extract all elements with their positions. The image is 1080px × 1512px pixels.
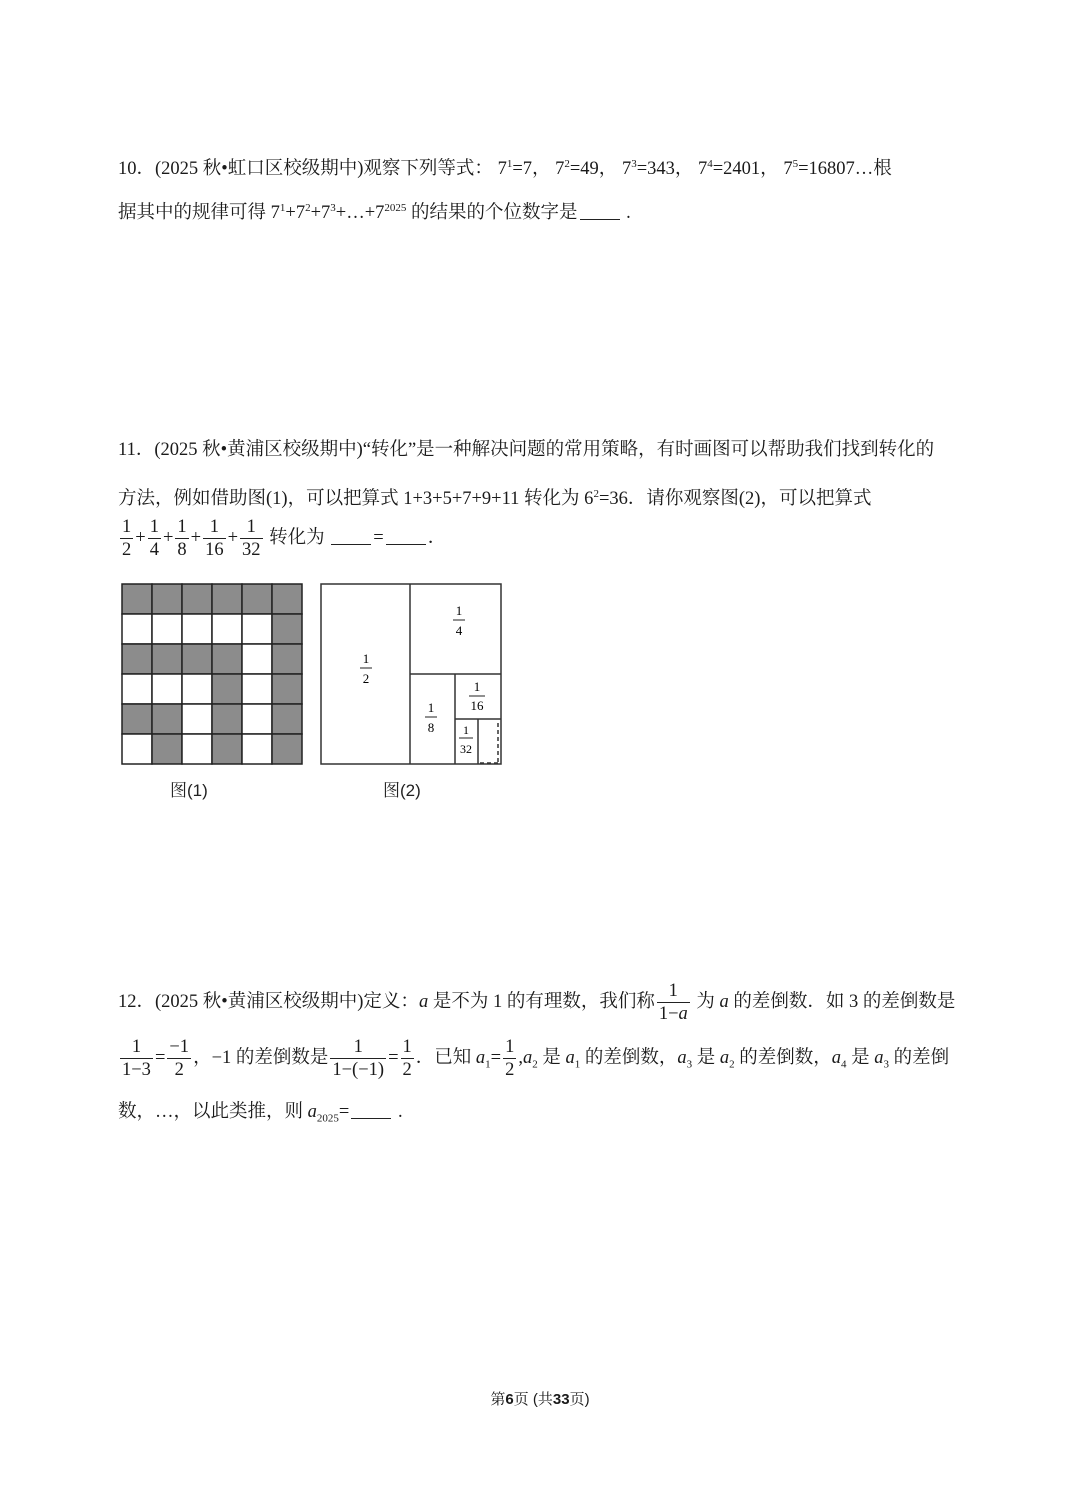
- grid-cell: [242, 704, 272, 734]
- q12-frac-3: $\frac{1}{1-(-1)}$: [332, 1037, 385, 1080]
- svg-text:16: 16: [470, 698, 484, 713]
- figure-2-halves: [320, 583, 504, 767]
- fig2-label-thirtysecond: [459, 723, 473, 756]
- grid-cell: [272, 644, 302, 674]
- svg-text:1: 1: [455, 603, 463, 618]
- fig2-label-sixteenth: [469, 679, 485, 713]
- svg-text:4: 4: [455, 623, 463, 638]
- fig2-label-eighth: [425, 700, 437, 735]
- grid-cell: [182, 584, 212, 614]
- q12-frac-5: $\frac{1}{2}$: [505, 1037, 515, 1080]
- grid-cell: [152, 614, 182, 644]
- svg-text:1: 1: [473, 679, 481, 694]
- svg-text:32: 32: [460, 742, 472, 756]
- grid-cell: [212, 674, 242, 704]
- q11-line3: $\frac{1}{2}$ + $\frac{1}{4}$ + $\frac{1}{8}$ + $\frac{1}{16}$ + $\frac{1}{32}$ 转化为 = ．: [122, 517, 447, 560]
- grid-cell: [242, 644, 272, 674]
- q10-eq1: $7^1=7$，: [497, 158, 551, 180]
- q11-answer-blank-2[interactable]: [386, 526, 426, 545]
- svg-text:8: 8: [427, 720, 435, 735]
- grid-cell: [242, 584, 272, 614]
- grid-cell: [152, 674, 182, 704]
- grid-cell: [242, 734, 272, 764]
- grid-cell: [122, 644, 152, 674]
- grid-cell: [182, 674, 212, 704]
- q10-eq2: $7^2=49$，: [555, 158, 618, 180]
- page-footer: 第6页 (共33页): [490, 1391, 590, 1408]
- svg-text:1: 1: [362, 651, 370, 666]
- grid-cell: [272, 584, 302, 614]
- grid-cell: [272, 704, 302, 734]
- total-pages: 33: [552, 1391, 570, 1408]
- q12-frac-def: $\frac{1}{1-a}$: [658, 981, 688, 1024]
- q10-line1: [118, 150, 892, 183]
- grid-cell: [212, 644, 242, 674]
- q10-prefix: 10．(2025 秋•虹口区校级期中)观察下列等式：: [118, 159, 493, 180]
- q12-frac-4: $\frac{1}{2}$: [402, 1037, 412, 1080]
- grid-cell: [272, 674, 302, 704]
- grid-cell: [122, 704, 152, 734]
- q11-answer-blank-1[interactable]: [331, 526, 371, 545]
- grid-cell: [182, 734, 212, 764]
- svg-text:1: 1: [463, 723, 469, 737]
- figure-2-caption: 图(2): [383, 781, 421, 800]
- figure-1-caption: 图(1): [170, 781, 208, 800]
- q10-eq3: $7^3=343$，: [621, 158, 694, 180]
- q12-line2: $\frac{1}{1-3}$ = $\frac{-1}{2}$ ，−1 的差倒数是 $\frac{1}{1-(-1)}$ = $\frac{1}{2}$ ．已知 $a_1=$ $\frac{1}{2}$ $,a_2$ 是 $a_1$ 的差倒数，$a_3$ 是 $a_2$ 的差倒数，$a_4$ 是 $a_3$ 的差倒: [122, 1037, 950, 1080]
- grid-cell: [242, 674, 272, 704]
- grid-cell: [122, 584, 152, 614]
- grid-cell: [212, 704, 242, 734]
- grid-cell: [122, 674, 152, 704]
- q10-line2: 据其中的规律可得 $7^1+7^2+7^3+\dots+7^{2025}$ 的结果的个位数字是 .: [118, 202, 631, 224]
- grid-cell: [212, 584, 242, 614]
- grid-cell: [122, 734, 152, 764]
- q11-line2: 方法，例如借助图(1)，可以把算式 1+3+5+7+9+11 转化为 $6^2=36$．请你观察图(2)，可以把算式: [118, 488, 872, 510]
- q11-frac-thirtysecond: $\frac{1}{32}$: [242, 517, 261, 560]
- q12-answer-blank[interactable]: [351, 1100, 391, 1119]
- q10-eq5: $7^5=16807\dots$根: [783, 158, 892, 180]
- grid-cell: [212, 614, 242, 644]
- q12-line3: 数，…，以此类推，则 $a_{2025}=$ .: [118, 1102, 403, 1125]
- grid-cell: [152, 734, 182, 764]
- q10-eq4: $7^4=2401$，: [698, 158, 779, 180]
- grid-cell: [122, 614, 152, 644]
- grid-cell: [182, 704, 212, 734]
- fig2-label-half: [360, 651, 372, 686]
- q12-frac-1: $\frac{1}{1-3}$: [122, 1037, 151, 1080]
- figure-1-grid: [120, 582, 304, 766]
- grid-cell: [242, 614, 272, 644]
- grid-cell: [182, 614, 212, 644]
- grid-cell: [272, 734, 302, 764]
- q11-frac-half: $\frac{1}{2}$: [122, 517, 132, 560]
- grid-cells: [122, 584, 302, 764]
- q11-frac-eighth: $\frac{1}{8}$: [177, 517, 187, 560]
- svg-text:2: 2: [362, 671, 370, 686]
- q11-frac-quarter: $\frac{1}{4}$: [149, 517, 159, 560]
- grid-cell: [152, 704, 182, 734]
- grid-cell: [152, 644, 182, 674]
- grid-cell: [272, 614, 302, 644]
- svg-text:1: 1: [427, 700, 435, 715]
- q12-frac-2: $\frac{-1}{2}$: [169, 1037, 190, 1080]
- q12-line1: 12．(2025 秋•黄浦区校级期中)定义：a 是不为 1 的有理数，我们称 $\frac{1}{1-a}$ 为 a 的差倒数．如 3 的差倒数是: [118, 981, 956, 1024]
- grid-cell: [182, 644, 212, 674]
- grid-cell: [212, 734, 242, 764]
- q11-line1: 11．(2025 秋•黄浦区校级期中)“转化”是一种解决问题的常用策略，有时画图可以帮助我们找到转化的: [118, 440, 935, 460]
- q10-answer-blank[interactable]: [580, 201, 620, 220]
- fig2-label-quarter: [453, 603, 465, 638]
- q11-frac-sixteenth: $\frac{1}{16}$: [205, 517, 224, 560]
- grid-cell: [152, 584, 182, 614]
- current-page: 6: [505, 1391, 514, 1408]
